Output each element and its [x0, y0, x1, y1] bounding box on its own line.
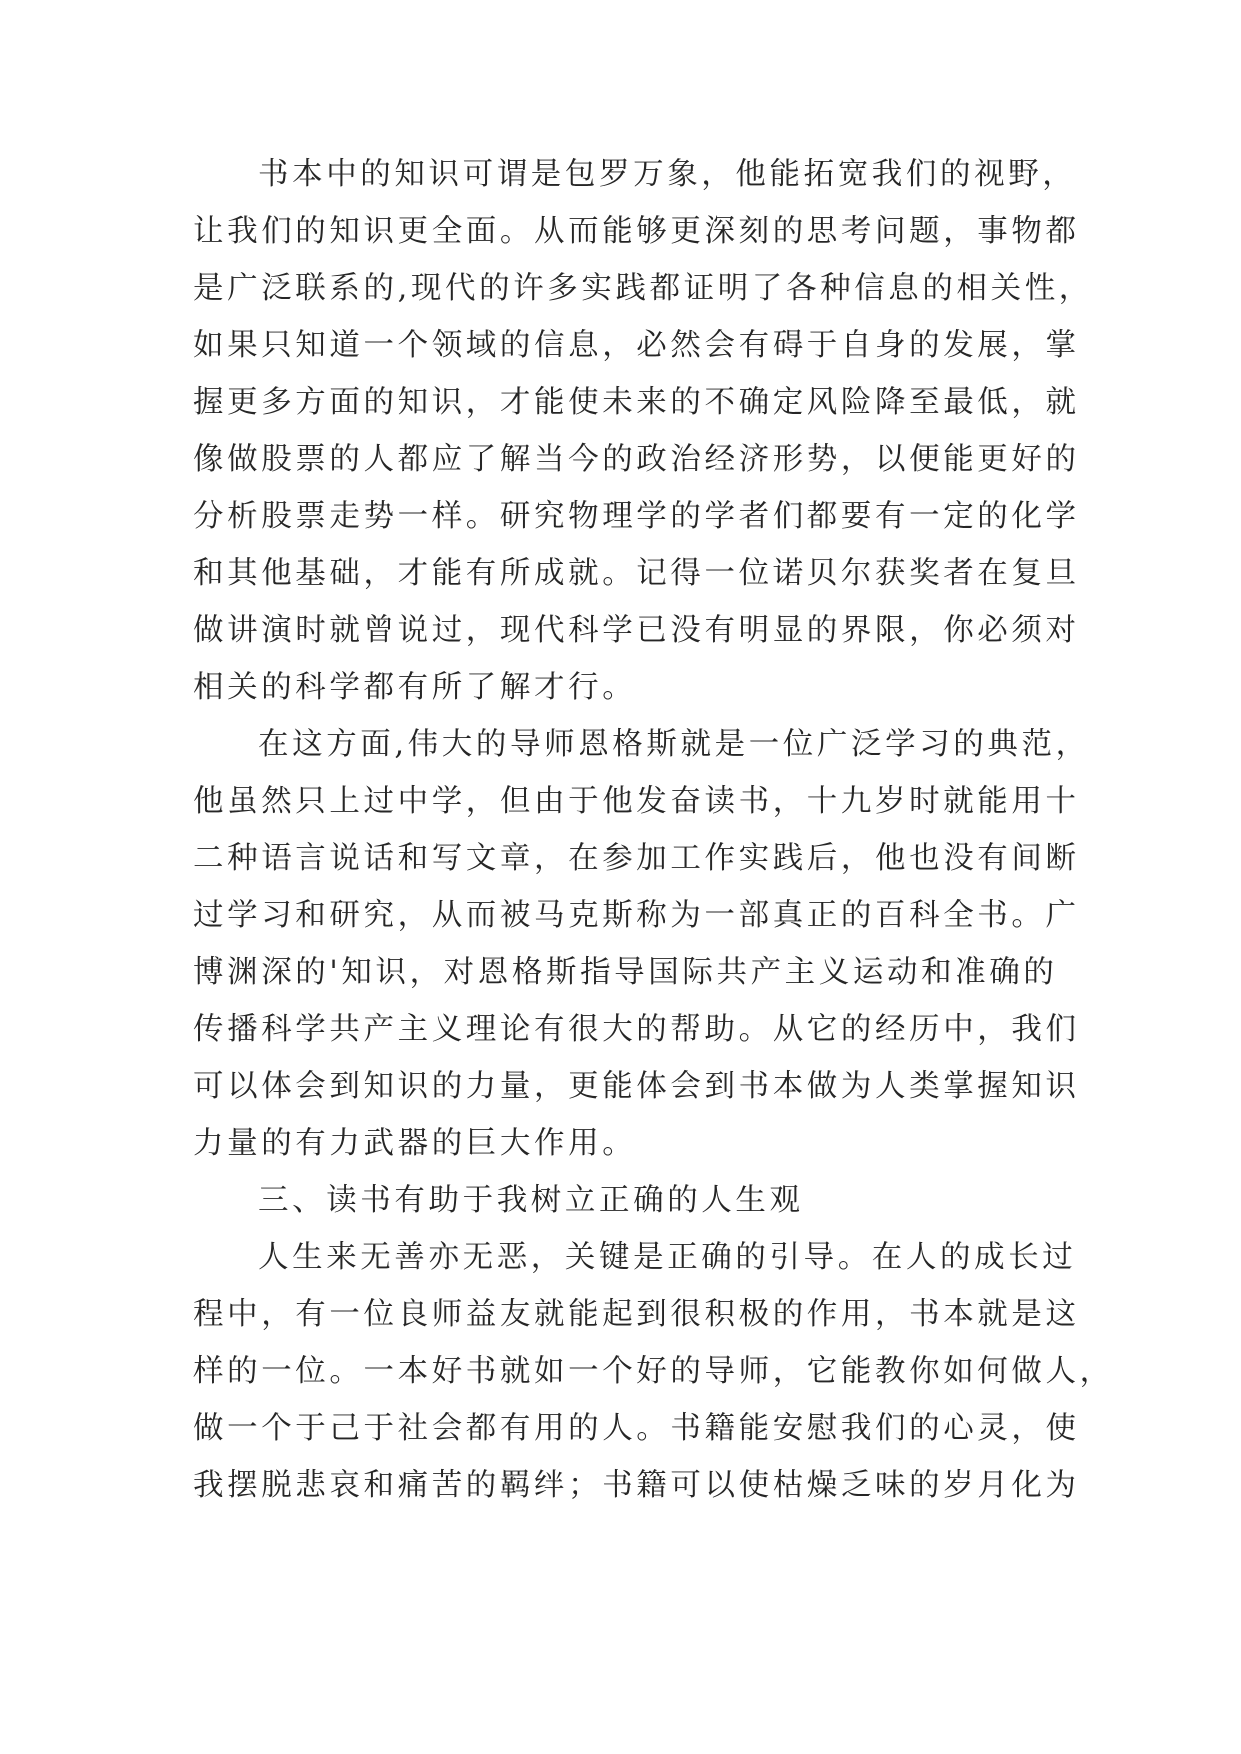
paragraph-2-line-7: 可以体会到知识的力量，更能体会到书本做为人类掌握知识: [193, 1069, 1080, 1104]
paragraph-1-line-5: 握更多方面的知识，才能使未来的不确定风险降至最低，就: [193, 385, 1080, 420]
paragraph-2-line-4: 过学习和研究，从而被马克斯称为一部真正的百科全书。广: [193, 898, 1080, 933]
paragraph-2-line-1: 在这方面,伟大的导师恩格斯就是一位广泛学习的典范，: [258, 727, 1090, 762]
paragraph-1-line-9: 做讲演时就曾说过，现代科学已没有明显的界限，你必须对: [193, 613, 1080, 648]
paragraph-1-line-6: 像做股票的人都应了解当今的政治经济形势，以便能更好的: [193, 442, 1080, 477]
paragraph-2-line-8: 力量的有力武器的巨大作用。: [193, 1126, 637, 1161]
paragraph-2-line-6: 传播科学共产主义理论有很大的帮助。从它的经历中，我们: [193, 1012, 1080, 1047]
paragraph-2-line-2: 他虽然只上过中学，但由于他发奋读书，十九岁时就能用十: [193, 784, 1080, 819]
paragraph-3-line-4: 做一个于己于社会都有用的人。书籍能安慰我们的心灵，使: [193, 1411, 1080, 1446]
paragraph-2-line-3: 二种语言说话和写文章，在参加工作实践后，他也没有间断: [193, 841, 1080, 876]
paragraph-3-line-5: 我摆脱悲哀和痛苦的羁绊；书籍可以使枯燥乏味的岁月化为: [193, 1468, 1080, 1503]
paragraph-3-line-2: 程中，有一位良师益友就能起到很积极的作用，书本就是这: [193, 1297, 1080, 1332]
paragraph-1-line-7: 分析股票走势一样。研究物理学的学者们都要有一定的化学: [193, 499, 1080, 534]
paragraph-1-line-1: 书本中的知识可谓是包罗万象，他能拓宽我们的视野，: [258, 157, 1077, 192]
section-heading: 三、读书有助于我树立正确的人生观: [258, 1183, 804, 1218]
paragraph-3-line-1: 人生来无善亦无恶，关键是正确的引导。在人的成长过: [258, 1240, 1077, 1275]
paragraph-1-line-3: 是广泛联系的,现代的许多实践都证明了各种信息的相关性，: [193, 271, 1093, 306]
paragraph-1-line-2: 让我们的知识更全面。从而能够更深刻的思考问题，事物都: [193, 214, 1080, 249]
paragraph-1-line-4: 如果只知道一个领域的信息，必然会有碍于自身的发展，掌: [193, 328, 1080, 363]
paragraph-3-line-3: 样的一位。一本好书就如一个好的导师，它能教你如何做人，: [193, 1354, 1114, 1389]
paragraph-1-line-8: 和其他基础，才能有所成就。记得一位诺贝尔获奖者在复旦: [193, 556, 1080, 591]
paragraph-1-line-10: 相关的科学都有所了解才行。: [193, 670, 637, 705]
paragraph-2-line-5: 博渊深的'知识，对恩格斯指导国际共产主义运动和准确的: [193, 955, 1058, 990]
